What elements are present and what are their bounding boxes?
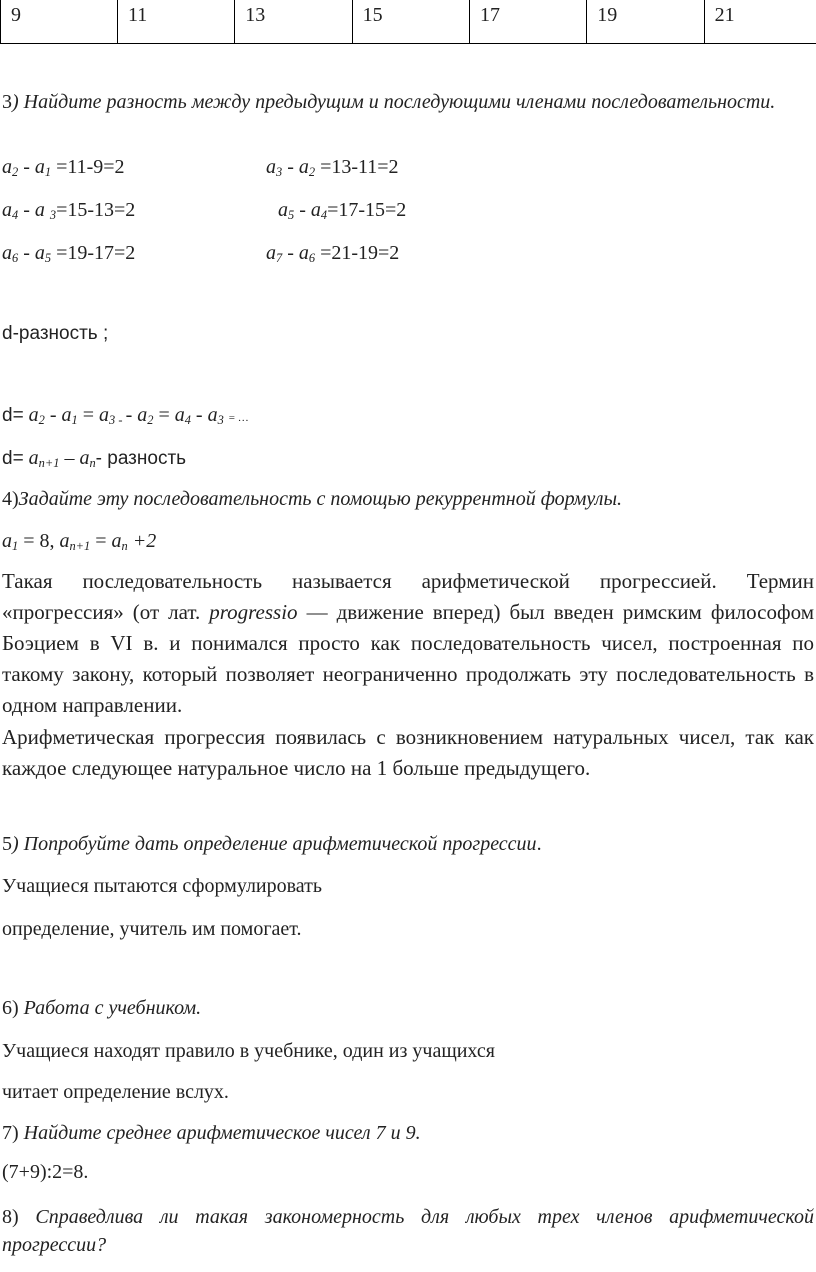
difference-eq-4: $a_5 - a_4=17-15=2$ xyxy=(278,199,407,223)
d-label: d-разность ; xyxy=(2,323,109,344)
table-cell: 11 xyxy=(117,0,234,44)
progression-paragraph: Такая последовательность называется арифметической прогрессией. Термин «прогрессия» (от лат. progressio — движение вперед) был введен римским философом Боэцием в VI в. и понимался просто как последовательность чисел, построенная по такому закону, который позволяет неограниченно продолжать эту последовательность в одном направлении. xyxy=(2,569,815,717)
d-general-formula: $d= a_{n+1} - a_n-$ разность xyxy=(2,447,187,471)
section-5-line-1: Учащиеся пытаются сформулировать xyxy=(2,875,323,897)
table-cell: 21 xyxy=(704,0,816,44)
section-6-line-2: читает определение вслух. xyxy=(2,1081,229,1103)
section-7-title: 7) Найдите среднее арифметическое чисел 7 и 9. xyxy=(2,1122,421,1144)
section-5-line-2: определение, учитель им помогает. xyxy=(2,918,302,940)
section-5-title: 5) Попробуйте дать определение арифметической прогрессии. xyxy=(2,833,542,855)
table-cell: 19 xyxy=(587,0,704,44)
difference-eq-3: $a_4$ - a $_3$=15-13=2 xyxy=(2,199,136,223)
section-8-title: 8) Справедлива ли такая закономерность для любых трех членов арифметической прогрессии? xyxy=(2,1206,814,1256)
sequence-table xyxy=(0,0,816,44)
difference-eq-2: $a_3 - a_2 =13-11=2$ xyxy=(266,156,399,180)
recurrence-formula: $a_1 = 8$, $a_{n+1} = a_n +2$ xyxy=(2,530,157,554)
section-6-line-1: Учащиеся находят правило в учебнике, один из учащихся xyxy=(2,1040,495,1062)
table-cell: 15 xyxy=(352,0,469,44)
table-row xyxy=(1,0,816,44)
section-7-answer: (7+9):2=8. xyxy=(2,1161,89,1183)
section-6-title: 6) Работа с учебником. xyxy=(2,997,202,1019)
d-equation-chain: $d= a_2 - a_1 = a_{3 -} - a_2 = a_4 - a_3$ = … xyxy=(2,404,249,428)
section-4-title: 4)Задайте эту последовательность с помощью рекуррентной формулы. xyxy=(2,488,623,510)
table-cell: 17 xyxy=(469,0,586,44)
difference-eq-5: $a_6 - a_5 =19-17=2$ xyxy=(2,242,136,266)
section-3-title: 3) Найдите разность между предыдущим и последующими членами последовательности. xyxy=(2,91,776,113)
difference-eq-6: $a_7 - a_6 =21-19=2$ xyxy=(266,242,400,266)
table-cell: 13 xyxy=(235,0,352,44)
table-cell: 9 xyxy=(1,0,118,44)
natural-numbers-paragraph: Арифметическая прогрессия появилась с возникновением натуральных чисел, так как каждое следующее натуральное число на 1 больше предыдущего. xyxy=(2,725,814,780)
difference-eq-1: $a_2 - a_1 =11-9=2$ xyxy=(2,156,125,180)
